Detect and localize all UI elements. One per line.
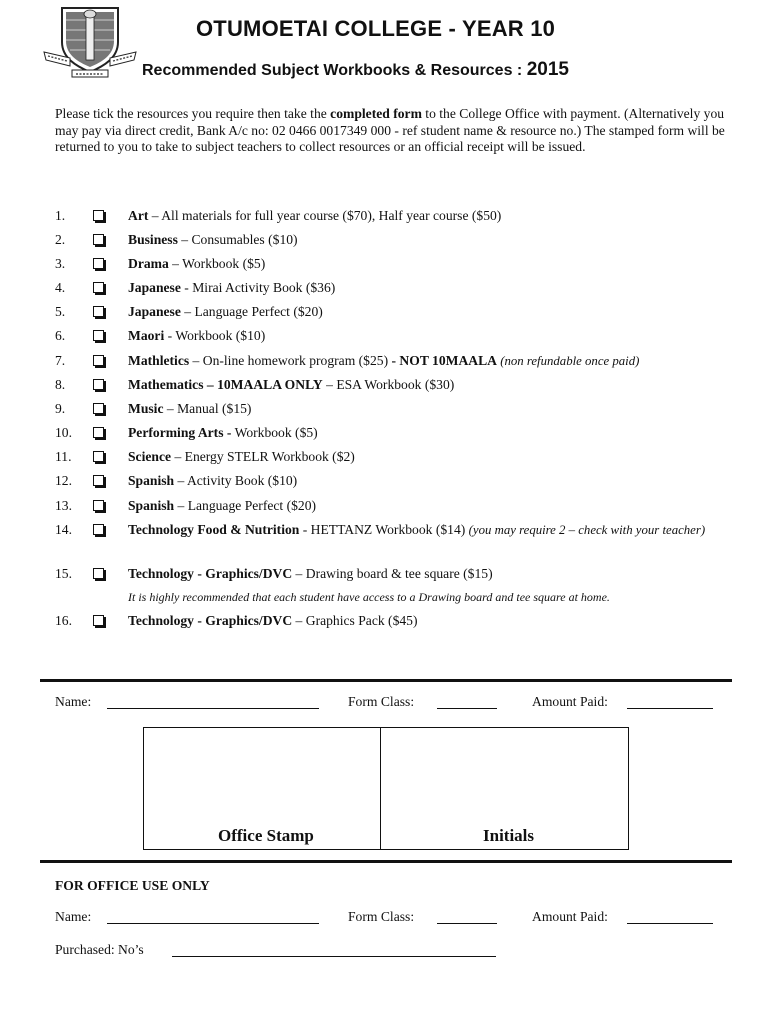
item-detail: – Language Perfect ($20) (174, 498, 317, 513)
item-italic-note: (non refundable once paid) (497, 354, 640, 368)
item-number: 1. (55, 208, 66, 223)
item-detail: Workbook ($5) (231, 425, 318, 440)
item-subject: Spanish (128, 473, 175, 488)
item-subject: Science (128, 449, 172, 464)
item-checkbox[interactable] (93, 475, 104, 486)
item-bold-note: - NOT 10MAALA (388, 353, 497, 368)
item-detail: – ESA Workbook ($30) (322, 377, 455, 392)
item-subject: Mathletics (128, 353, 190, 368)
item-subject: Technology - Graphics/DVC (128, 613, 293, 628)
item-subject: Music (128, 401, 164, 416)
item-checkbox[interactable] (93, 330, 104, 341)
item-subject: Drama (128, 256, 169, 271)
item-checkbox[interactable] (93, 427, 104, 438)
item-checkbox[interactable] (93, 234, 104, 245)
item-detail: – Consumables ($10) (177, 232, 298, 247)
item-subject: Maori (128, 328, 165, 343)
item-detail: - HETTANZ Workbook ($14) (299, 522, 469, 537)
office-stamp-box (143, 727, 629, 850)
item-checkbox[interactable] (93, 568, 104, 579)
item-subject: Technology - Graphics/DVC (128, 566, 293, 581)
item-detail: – Activity Book ($10) (174, 473, 298, 488)
item-detail: – Energy STELR Workbook ($2) (171, 449, 355, 464)
office-form-class-label: Form Class: (348, 909, 415, 924)
item-number: 11. (55, 449, 72, 464)
office-name-label: Name: (55, 909, 92, 924)
item-checkbox[interactable] (93, 615, 104, 626)
office-stamp-label: Office Stamp (218, 826, 314, 845)
item-detail: - Mirai Activity Book ($36) (180, 280, 336, 295)
purchased-row (55, 942, 735, 962)
subtitle-year: 2015 (526, 59, 569, 80)
item-detail: – Language Perfect ($20) (180, 304, 323, 319)
item-subject: Mathematics – 10MAALA ONLY (128, 377, 323, 392)
form-title: OTUMOETAI COLLEGE - YEAR 10 (196, 16, 556, 41)
item-detail: – On-line homework program ($25) (189, 353, 389, 368)
item-checkbox[interactable] (93, 524, 104, 535)
item-checkbox[interactable] (93, 500, 104, 511)
form-subtitle (142, 59, 569, 81)
amount-paid-label: Amount Paid: (532, 694, 608, 709)
item-subject: Art (128, 208, 149, 223)
item-number: 14. (55, 522, 72, 537)
section-divider (40, 860, 732, 863)
item-number: 15. (55, 566, 72, 581)
item-number: 10. (55, 425, 72, 440)
item-detail: – All materials for full year course ($70), Half year course ($50) (148, 208, 502, 223)
item-number: 16. (55, 613, 72, 628)
item-subject: Spanish (128, 498, 175, 513)
instructions-emphasis: completed form (330, 106, 422, 121)
item-number: 9. (55, 401, 66, 416)
item-detail: – Graphics Pack ($45) (292, 613, 418, 628)
item-number: 12. (55, 473, 72, 488)
office-details-row (55, 909, 735, 929)
item-detail: - Workbook ($10) (164, 328, 266, 343)
item-number: 6. (55, 328, 66, 343)
item-checkbox[interactable] (93, 403, 104, 414)
stamp-box-divider (380, 728, 381, 849)
name-label: Name: (55, 694, 92, 709)
item-number: 7. (55, 353, 66, 368)
instructions-lead: Please tick the resources you require then take the (55, 106, 331, 121)
subtitle-text: Recommended Subject Workbooks & Resources : (142, 62, 523, 79)
item-number: 5. (55, 304, 66, 319)
item-checkbox[interactable] (93, 258, 104, 269)
item-checkbox[interactable] (93, 306, 104, 317)
form-class-field[interactable] (437, 708, 497, 709)
office-form-class-field[interactable] (437, 923, 497, 924)
item-checkbox[interactable] (93, 355, 104, 366)
initials-label: Initials (483, 826, 535, 845)
student-details-row (55, 694, 735, 714)
item-checkbox[interactable] (93, 379, 104, 390)
item-subject: Performing Arts - (128, 425, 232, 440)
item-subject: Japanese (128, 304, 181, 319)
item-checkbox[interactable] (93, 451, 104, 462)
amount-paid-field[interactable] (627, 708, 713, 709)
item-detail: – Drawing board & tee square ($15) (292, 566, 493, 581)
item-checkbox[interactable] (93, 282, 104, 293)
graphics-note: It is highly recommended that each student have access to a Drawing board and tee square at home. (128, 590, 610, 604)
item-number: 8. (55, 377, 66, 392)
instructions-paragraph (55, 106, 735, 156)
instructions-rest: to the College Office with payment. (Alternatively you may pay via direct credit, Bank A/c no: 02 0466 0017349 000 - ref student name & resource no.) The stamped form will be returned to you to take to subject teachers to collect resources or an official receipt will be issued. (55, 106, 725, 155)
office-amount-paid-label: Amount Paid: (532, 909, 608, 924)
item-detail: – Workbook ($5) (168, 256, 266, 271)
item-subject: Business (128, 232, 178, 247)
office-amount-paid-field[interactable] (627, 923, 713, 924)
item-number: 2. (55, 232, 66, 247)
item-number: 3. (55, 256, 66, 271)
office-name-field[interactable] (107, 923, 319, 924)
name-field[interactable] (107, 708, 319, 709)
section-divider (40, 679, 732, 682)
purchased-label: Purchased: No’s (55, 942, 144, 957)
item-italic-note: (you may require 2 – check with your teacher) (468, 523, 706, 537)
item-subject: Technology Food & Nutrition (128, 522, 300, 537)
item-checkbox[interactable] (93, 210, 104, 221)
item-number: 4. (55, 280, 66, 295)
college-crest-icon (40, 6, 140, 78)
item-subject: Japanese (128, 280, 181, 295)
item-detail: – Manual ($15) (163, 401, 252, 416)
purchased-field[interactable] (172, 956, 496, 957)
office-use-heading: FOR OFFICE USE ONLY (55, 878, 210, 893)
form-class-label: Form Class: (348, 694, 415, 709)
item-number: 13. (55, 498, 72, 513)
